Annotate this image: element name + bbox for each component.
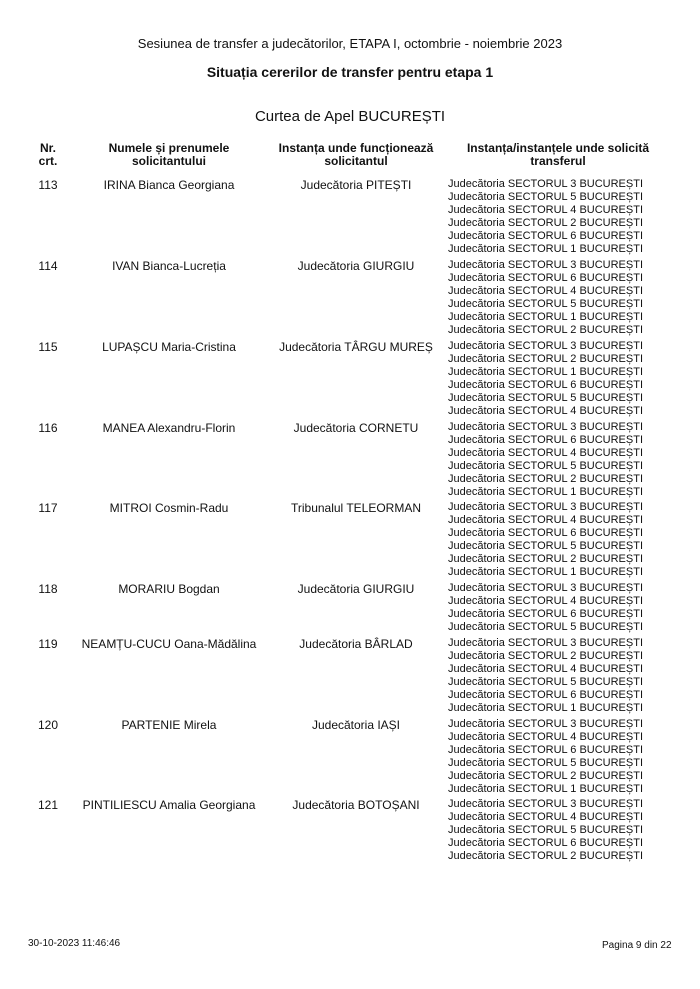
column-header-nr-line2: crt. <box>38 154 58 168</box>
column-header-court <box>262 142 450 168</box>
current-court: Judecătoria CORNETU <box>293 421 419 435</box>
requested-court: Judecătoria SECTORUL 5 BUCUREȘTI <box>448 756 644 769</box>
requested-courts <box>448 340 668 417</box>
requested-court: Judecătoria SECTORUL 6 BUCUREȘTI <box>448 836 644 849</box>
requested-court: Judecătoria SECTORUL 5 BUCUREȘTI <box>448 190 644 203</box>
requested-court: Judecătoria SECTORUL 5 BUCUREȘTI <box>448 297 644 310</box>
current-court: Judecătoria BÂRLAD <box>299 637 413 651</box>
requested-court: Judecătoria SECTORUL 2 BUCUREȘTI <box>448 649 644 662</box>
requested-courts <box>448 718 668 795</box>
requested-court: Judecătoria SECTORUL 1 BUCUREȘTI <box>448 701 644 714</box>
current-court: Judecătoria BOTOȘANI <box>292 798 420 812</box>
requested-courts <box>448 178 668 255</box>
requested-court: Judecătoria SECTORUL 6 BUCUREȘTI <box>448 607 644 620</box>
court-name: Curtea de Apel BUCUREȘTI <box>254 108 446 125</box>
requested-court: Judecătoria SECTORUL 1 BUCUREȘTI <box>448 565 644 578</box>
requested-court: Judecătoria SECTORUL 4 BUCUREȘTI <box>448 404 644 417</box>
current-court: Tribunalul TELEORMAN <box>290 501 422 515</box>
requested-court: Judecătoria SECTORUL 4 BUCUREȘTI <box>448 662 644 675</box>
requested-courts <box>448 501 668 578</box>
applicant-name: MORARIU Bogdan <box>118 582 220 596</box>
requested-courts <box>448 421 668 498</box>
requested-court: Judecătoria SECTORUL 3 BUCUREȘTI <box>448 501 644 513</box>
requested-court: Judecătoria SECTORUL 2 BUCUREȘTI <box>448 323 644 336</box>
row-number: 114 <box>38 259 58 273</box>
current-court: Judecătoria GIURGIU <box>297 582 415 596</box>
row-number: 121 <box>37 798 59 812</box>
requested-court: Judecătoria SECTORUL 2 BUCUREȘTI <box>448 849 644 862</box>
page-title: Situația cererilor de transfer pentru etapa 1 <box>206 64 494 80</box>
requested-court: Judecătoria SECTORUL 3 BUCUREȘTI <box>448 798 644 810</box>
current-court: Judecătoria TÂRGU MUREȘ <box>279 340 433 354</box>
row-number: 113 <box>38 178 58 192</box>
requested-court: Judecătoria SECTORUL 5 BUCUREȘTI <box>448 459 644 472</box>
requested-court: Judecătoria SECTORUL 2 BUCUREȘTI <box>448 769 644 782</box>
requested-court: Judecătoria SECTORUL 5 BUCUREȘTI <box>448 675 644 688</box>
applicant-name: IRINA Bianca Georgiana <box>103 178 235 192</box>
applicant-name: PINTILIESCU Amalia Georgiana <box>82 798 256 812</box>
requested-court: Judecătoria SECTORUL 3 BUCUREȘTI <box>448 340 644 352</box>
requested-court: Judecătoria SECTORUL 4 BUCUREȘTI <box>448 446 644 459</box>
requested-court: Judecătoria SECTORUL 1 BUCUREȘTI <box>448 242 644 255</box>
requested-court: Judecătoria SECTORUL 3 BUCUREȘTI <box>448 637 644 649</box>
requested-court: Judecătoria SECTORUL 6 BUCUREȘTI <box>448 433 644 446</box>
requested-court: Judecătoria SECTORUL 6 BUCUREȘTI <box>448 743 644 756</box>
applicant-name: LUPAȘCU Maria-Cristina <box>102 340 236 354</box>
requested-court: Judecătoria SECTORUL 2 BUCUREȘTI <box>448 352 644 365</box>
requested-court: Judecătoria SECTORUL 3 BUCUREȘTI <box>448 259 644 271</box>
applicant-name: IVAN Bianca-Lucreția <box>112 259 226 273</box>
row-number: 120 <box>37 718 59 732</box>
column-header-court-line1: Instanța unde funcționează <box>278 141 434 155</box>
row-number: 118 <box>38 582 58 596</box>
requested-court: Judecătoria SECTORUL 4 BUCUREȘTI <box>448 284 644 297</box>
applicant-name: MANEA Alexandru-Florin <box>102 421 236 435</box>
column-header-name-line2: solicitantului <box>131 154 206 168</box>
requested-court: Judecătoria SECTORUL 6 BUCUREȘTI <box>448 271 644 284</box>
applicant-name: NEAMȚU-CUCU Oana-Mădălina <box>81 637 257 651</box>
applicant-name: MITROI Cosmin-Radu <box>109 501 229 515</box>
row-number: 119 <box>38 637 58 651</box>
footer-page-number: Pagina 9 din 22 <box>602 940 672 951</box>
row-number: 116 <box>38 421 58 435</box>
requested-court: Judecătoria SECTORUL 6 BUCUREȘTI <box>448 526 644 539</box>
column-header-court-line2: solicitantul <box>324 154 388 168</box>
requested-court: Judecătoria SECTORUL 4 BUCUREȘTI <box>448 810 644 823</box>
column-header-nr <box>30 142 66 168</box>
column-header-name <box>66 142 272 168</box>
requested-court: Judecătoria SECTORUL 2 BUCUREȘTI <box>448 472 644 485</box>
column-header-requests-line1: Instanța/instanțele unde solicită <box>466 141 650 155</box>
requested-courts <box>448 798 668 863</box>
row-number: 117 <box>38 501 58 515</box>
current-court: Judecătoria PITEȘTI <box>300 178 412 192</box>
requested-court: Judecătoria SECTORUL 1 BUCUREȘTI <box>448 485 644 498</box>
requested-court: Judecătoria SECTORUL 3 BUCUREȘTI <box>448 582 644 594</box>
requested-court: Judecătoria SECTORUL 3 BUCUREȘTI <box>448 421 644 433</box>
requested-court: Judecătoria SECTORUL 6 BUCUREȘTI <box>448 229 644 242</box>
requested-courts <box>448 259 668 336</box>
requested-court: Judecătoria SECTORUL 2 BUCUREȘTI <box>448 216 644 229</box>
requested-courts <box>448 637 668 714</box>
row-number: 115 <box>38 340 58 354</box>
current-court: Judecătoria IAȘI <box>311 718 401 732</box>
requested-court: Judecătoria SECTORUL 4 BUCUREȘTI <box>448 513 644 526</box>
requested-court: Judecătoria SECTORUL 4 BUCUREȘTI <box>448 203 644 216</box>
column-header-name-line1: Numele și prenumele <box>108 141 230 155</box>
requested-court: Judecătoria SECTORUL 6 BUCUREȘTI <box>448 688 644 701</box>
session-header: Sesiunea de transfer a judecătorilor, ETAPA I, octombrie - noiembrie 2023 <box>137 36 563 51</box>
column-header-requests <box>448 142 668 168</box>
requested-court: Judecătoria SECTORUL 5 BUCUREȘTI <box>448 823 644 836</box>
requested-court: Judecătoria SECTORUL 3 BUCUREȘTI <box>448 178 644 190</box>
applicant-name: PARTENIE Mirela <box>121 718 217 732</box>
requested-court: Judecătoria SECTORUL 5 BUCUREȘTI <box>448 620 644 633</box>
requested-court: Judecătoria SECTORUL 4 BUCUREȘTI <box>448 730 644 743</box>
requested-court: Judecătoria SECTORUL 1 BUCUREȘTI <box>448 365 644 378</box>
requested-courts <box>448 582 668 634</box>
requested-court: Judecătoria SECTORUL 6 BUCUREȘTI <box>448 378 644 391</box>
requested-court: Judecătoria SECTORUL 4 BUCUREȘTI <box>448 594 644 607</box>
footer-timestamp: 30-10-2023 11:46:46 <box>28 938 121 949</box>
column-header-nr-line1: Nr. <box>39 141 56 155</box>
requested-court: Judecătoria SECTORUL 5 BUCUREȘTI <box>448 539 644 552</box>
requested-court: Judecătoria SECTORUL 1 BUCUREȘTI <box>448 310 644 323</box>
requested-court: Judecătoria SECTORUL 1 BUCUREȘTI <box>448 782 644 795</box>
requested-court: Judecătoria SECTORUL 2 BUCUREȘTI <box>448 552 644 565</box>
column-header-requests-line2: transferul <box>530 154 586 168</box>
requested-court: Judecătoria SECTORUL 3 BUCUREȘTI <box>448 718 644 730</box>
requested-court: Judecătoria SECTORUL 5 BUCUREȘTI <box>448 391 644 404</box>
current-court: Judecătoria GIURGIU <box>297 259 415 273</box>
